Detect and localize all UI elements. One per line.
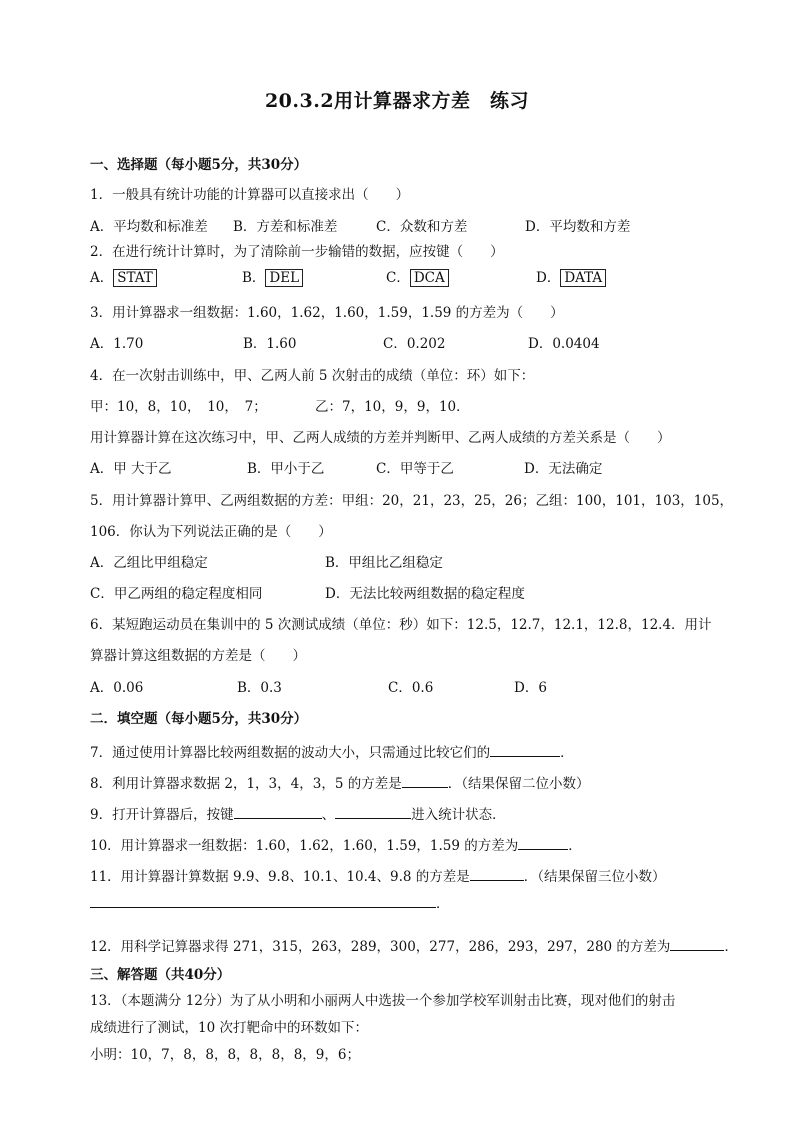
section-fill-heading: 二．填空题（每小题5分，共30分） [90,711,308,727]
data-key-box: DATA [560,269,606,287]
q4-option-a: A．甲 大于乙 [90,461,172,477]
q11-working-line [90,893,436,908]
q1-option-c: C．众数和方差 [376,219,468,235]
q4-option-b: B．甲小于乙 [247,461,325,477]
q5-option-b: B．甲组比乙组稳定 [325,555,443,571]
section-solve-heading: 三、解答题（共40分） [90,967,231,983]
dca-key-box: DCA [410,269,449,287]
q5-option-a: A．乙组比甲组稳定 [90,555,208,571]
q11-continuation: ． [90,893,734,913]
q2-stem: 2．在进行统计计算时，为了清除前一步输错的数据，应按键（ ） [90,244,504,260]
q1-option-d: D．平均数和方差 [525,219,631,235]
q11-answer-blank [470,866,524,881]
q3-option-a: A．1.70 [90,336,144,352]
q13-xiaoming-scores: 小明：10，7，8，8，8，8，8，8，9，6； [90,1047,360,1063]
q1-option-a: A．平均数和标准差 [90,219,208,235]
q4-option-d: D．无法确定 [524,461,603,477]
q6-option-d: D．6 [514,680,547,696]
q6-option-a: A．0.06 [90,680,144,696]
q4-jia-scores: 甲：10，8，10， 10， 7； [90,399,267,415]
q5-stem-line2: 106．你认为下列说法正确的是（ ） [90,524,332,540]
q10-answer-blank [518,835,568,850]
q6-stem-line2: 算器计算这组数据的方差是（ ） [90,648,306,664]
q5-stem-line1: 5．用计算器计算甲、乙两组数据的方差：甲组：20，21，23，25，26；乙组：100，101，103，105， [90,493,734,509]
q3-option-d: D．0.0404 [528,336,600,352]
q2-option-a: A． STAT [90,269,157,287]
q9-answer-blank-2 [335,804,411,819]
q4-question: 用计算器计算在这次练习中，甲、乙两人成绩的方差并判断甲、乙两人成绩的方差关系是（ ） [90,430,671,446]
q3-stem: 3．用计算器求一组数据：1.60，1.62，1.60，1.59，1.59 的方差为（ ） [90,305,564,321]
q4-stem: 4．在一次射击训练中，甲、乙两人前 5 次射击的成绩（单位：环）如下： [90,368,535,384]
q6-stem-line1: 6．某短跑运动员在集训中的 5 次测试成绩（单位：秒）如下：12.5，12.7，12.1，12.8，12.4．用计 [90,617,712,633]
stat-key-box: STAT [113,269,157,287]
q2-option-b: B． DEL [242,269,303,287]
del-key-box: DEL [265,269,303,287]
q10: 10．用计算器求一组数据：1.60，1.62，1.60，1.59，1.59 的方差为 ． [90,835,734,855]
q1-option-b: B．方差和标准差 [233,219,338,235]
q1-stem: 1．一般具有统计功能的计算器可以直接求出（ ） [90,187,410,203]
q5-option-c: C．甲乙两组的稳定程度相同 [90,586,263,602]
q12: 12．用科学记算器求得 271，315，263，289，300，277，286，293，297，280 的方差为 ． [90,936,734,956]
q7-answer-blank [490,742,560,757]
q7: 7．通过使用计算器比较两组数据的波动大小，只需通过比较它们的 ． [90,742,734,762]
q8-answer-blank [402,773,448,788]
page-title: 20.3.2用计算器求方差 练习 [264,90,530,112]
q4-option-c: C．甲等于乙 [376,461,454,477]
q11: 11．用计算器计算数据 9.9、9.8、10.1、10.4、9.8 的方差是 ．（结果保留三位小数） [90,866,734,886]
q4-yi-scores: 乙：7，10，9，9，10． [315,399,470,415]
q2-option-c: C．DCA [386,269,449,287]
q9-answer-blank-1 [234,804,322,819]
q6-option-b: B．0.3 [237,680,282,696]
q9: 9．打开计算器后，按键 、 进入统计状态． [90,804,734,824]
q12-answer-blank [670,936,724,951]
q2-option-d: D． DATA [536,269,606,287]
q3-option-c: C．0.202 [383,336,446,352]
q8: 8．利用计算器求数据 2，1，3，4，3，5 的方差是 ．（结果保留二位小数） [90,773,734,793]
q6-option-c: C．0.6 [388,680,434,696]
q3-option-b: B．1.60 [243,336,297,352]
q13-line2: 成绩进行了测试，10 次打靶命中的环数如下： [90,1020,368,1036]
q5-option-d: D．无法比较两组数据的稳定程度 [325,586,525,602]
q13-line1: 13．（本题满分 12分）为了从小明和小丽两人中选拔一个参加学校军训射击比赛，现对他们的射击 [90,993,676,1009]
section-choice-heading: 一、选择题（每小题5分，共30分） [90,157,308,173]
